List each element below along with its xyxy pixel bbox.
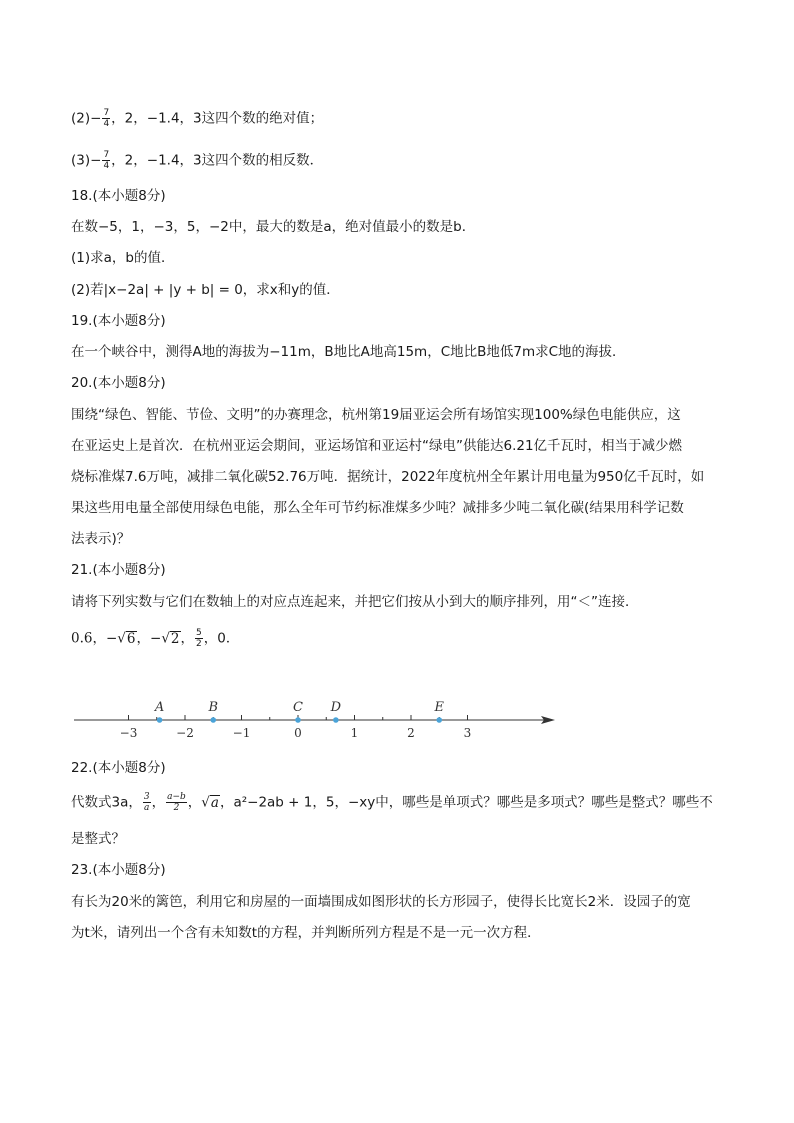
number-line (60, 690, 570, 748)
q22-header: 22.(本小题8分) (71, 760, 166, 776)
point-e-label: E (434, 700, 444, 715)
q17-part3: (3)− $\frac{7}{4}$ ，2，−1.4，3这四个数的相反数． (71, 150, 324, 171)
q17-part2: (2)− $\frac{7}{4}$ ，2，−1.4，3这四个数的绝对值； (71, 108, 324, 129)
q20-line5: 法表示)？ (71, 531, 131, 547)
q19-body: 在一个峡谷中，测得A地的海拔为−11m，B地比A地高15m，C地比B地低7m求C地的海拔． (71, 344, 626, 360)
point-c-marker (295, 717, 301, 723)
q20-line3: 烧标准煤7.6万吨，减排二氧化碳52.76万吨．据统计，2022年度杭州全年累计用电量为950亿千瓦时，如 (71, 469, 705, 485)
q21-numbers: 0.6，−√6，−√2， $\frac{5}{2}$ ，0． (71, 628, 240, 649)
q18-header: 18.(本小题8分) (71, 188, 166, 204)
q23-header: 23.(本小题8分) (71, 862, 166, 878)
tick-label: −1 (232, 726, 251, 740)
fraction: $\frac{7}{4}$ (103, 150, 110, 171)
point-d-marker (333, 717, 339, 723)
q20-line1: 围绕“绿色、智能、节俭、文明”的办赛理念，杭州第19届亚运会所有场馆实现100%绿色电能供应，这 (71, 407, 681, 423)
q18-part2: (2)若|x−2a| + |y + b| = 0，求x和y的值． (71, 282, 340, 298)
q23-line2: 为t米，请列出一个含有未知数t的方程，并判断所列方程是不是一元一次方程． (71, 925, 541, 941)
tick-label: 0 (294, 726, 302, 740)
q20-header: 20.(本小题8分) (71, 375, 166, 391)
q17-part3-text: ，2，−1.4，3这四个数的相反数． (111, 152, 324, 169)
q21-header: 21.(本小题8分) (71, 562, 166, 578)
q18-part1: (1)求a，b的值． (71, 250, 175, 266)
q18-body: 在数−5，1，−3，5，−2中，最大的数是a，绝对值最小的数是b． (71, 219, 476, 235)
tick-label: 2 (407, 726, 415, 740)
point-a-label: A (154, 700, 165, 715)
point-b-label: B (208, 700, 219, 715)
q22-line2: 是整式？ (71, 831, 125, 847)
sqrt-6: 6 (126, 630, 136, 647)
q20-line4: 果这些用电量全部使用绿色电能，那么全年可节约标准煤多少吨？减排多少吨二氧化碳(结果用科学记数 (71, 500, 684, 516)
point-c-label: C (293, 700, 303, 715)
q23-line1: 有长为20米的篱笆，利用它和房屋的一面墙围成如图形状的长方形园子，使得长比宽长2米．设园子的宽 (71, 894, 691, 910)
tick-label: −3 (119, 726, 138, 740)
point-d-label: D (330, 700, 342, 715)
q22-line1: 代数式3a， $\frac{3}{a}$ ， $\frac{a-b}{2}$ ，√a，a²−2ab + 1，5，−xy中，哪些是单项式？哪些是多项式？哪些是整式？哪些不 (71, 792, 713, 813)
fraction: $\frac{5}{2}$ (196, 628, 202, 649)
part-label: (2) (71, 110, 91, 127)
q21-body: 请将下列实数与它们在数轴上的对应点连起来，并把它们按从小到大的顺序排列，用“＜”连接． (71, 594, 639, 610)
tick-label: −2 (176, 726, 194, 740)
sqrt-2: 2 (170, 630, 180, 647)
fraction: $\frac{3}{a}$ (143, 792, 150, 813)
part-label: (3) (71, 152, 91, 169)
tick-label: 1 (350, 726, 359, 740)
fraction: $\frac{7}{4}$ (103, 108, 110, 129)
repeating-decimal: 0.6 (71, 630, 93, 647)
tick-label: 3 (463, 726, 472, 740)
point-a-marker (157, 717, 163, 723)
q19-header: 19.(本小题8分) (71, 313, 166, 329)
sqrt-a: a (210, 794, 219, 811)
q17-part2-text: ，2，−1.4，3这四个数的绝对值； (111, 110, 324, 127)
fraction: $\frac{a-b}{2}$ (167, 792, 186, 813)
point-b-marker (210, 717, 216, 723)
q20-line2: 在亚运史上是首次．在杭州亚运会期间，亚运场馆和亚运村“绿电”供能达6.21亿千瓦时，相当于减少燃 (71, 438, 683, 454)
point-e-marker (436, 717, 442, 723)
